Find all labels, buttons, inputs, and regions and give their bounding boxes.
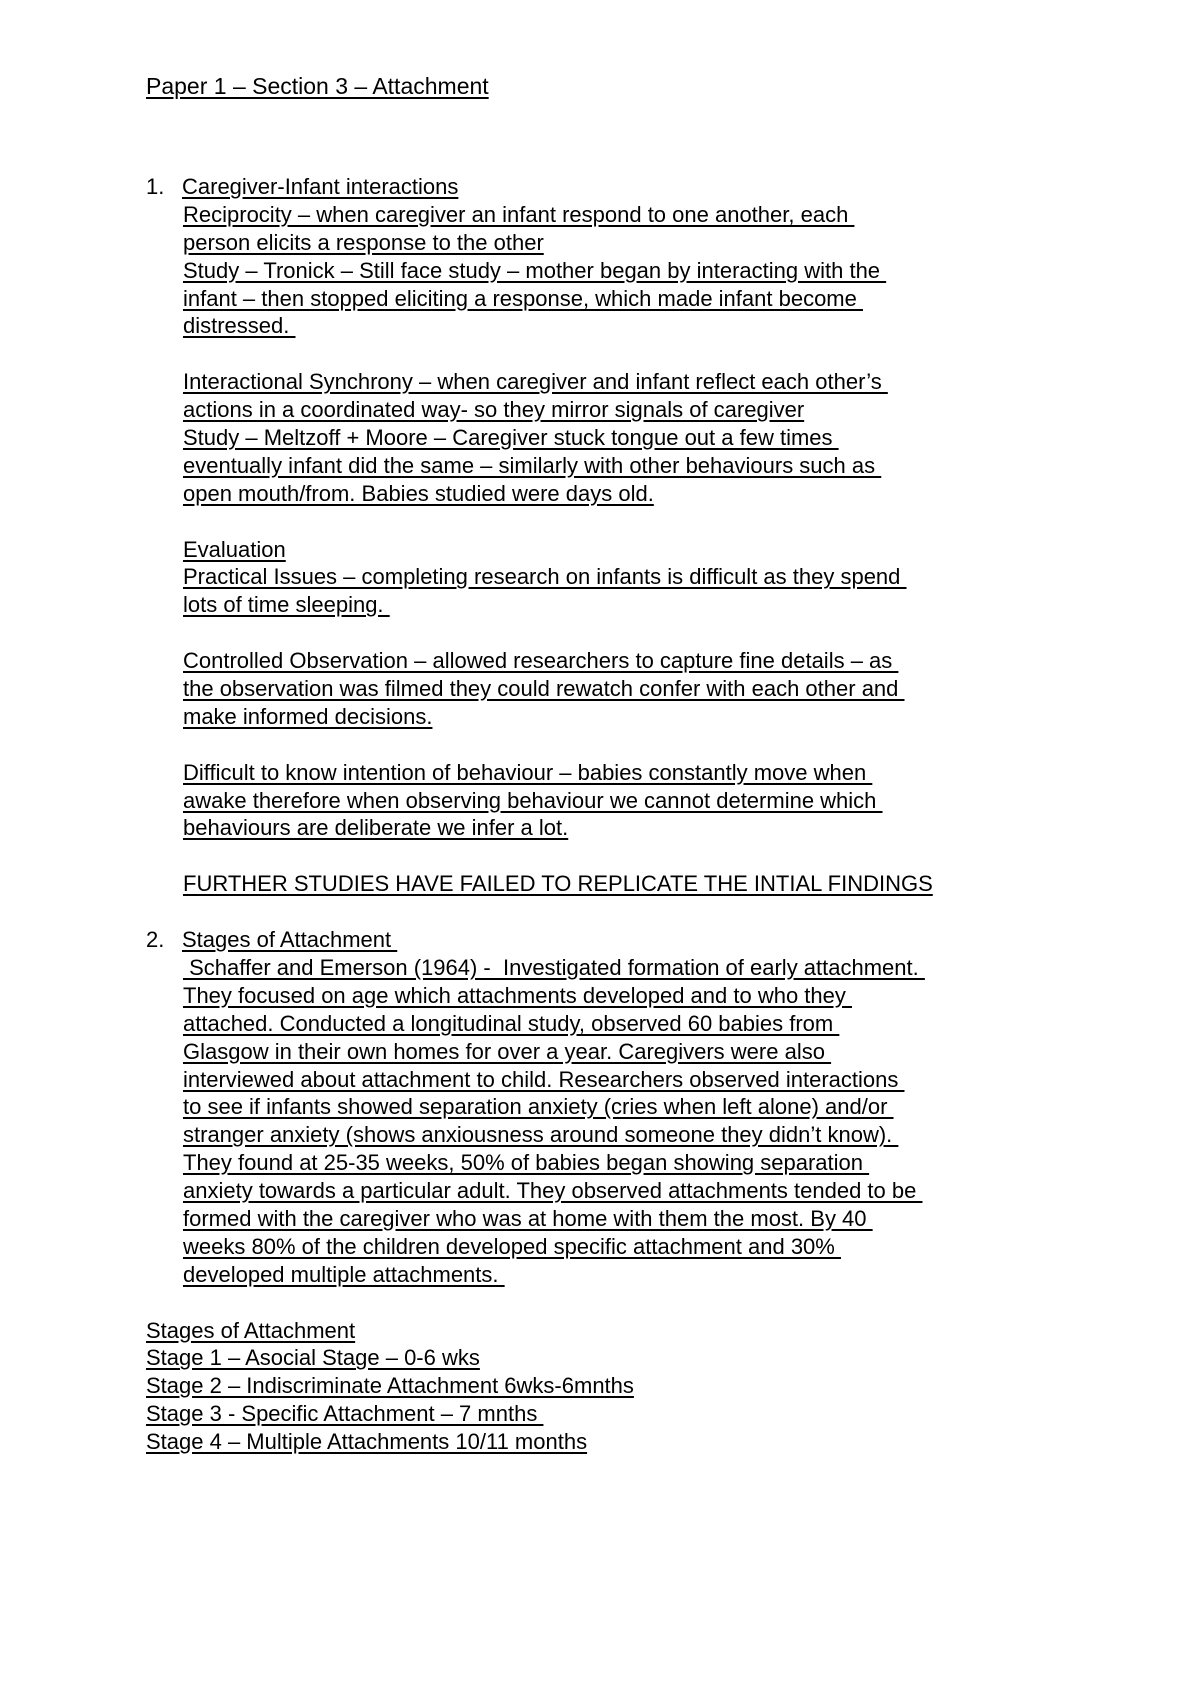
schaffer-emerson-paragraph	[183, 954, 1083, 1289]
text-line: Practical Issues – completing research on infants is difficult as they spend	[183, 564, 907, 590]
section-1-number: 1.	[146, 174, 165, 199]
text-line: Interactional Synchrony – when caregiver and infant reflect each other’s	[183, 369, 888, 395]
text-line: weeks 80% of the children developed specific attachment and 30%	[183, 1233, 841, 1259]
section-2-heading	[146, 926, 1083, 954]
text-line: attached. Conducted a longitudinal study, observed 60 babies from	[183, 1010, 840, 1036]
section-1-title: Caregiver-Infant interactions	[182, 174, 459, 199]
spacer	[183, 1289, 1083, 1317]
controlled-observation-paragraph	[183, 647, 1083, 731]
text-line: Study – Tronick – Still face study – mother began by interacting with the	[183, 257, 887, 283]
text-line: Schaffer and Emerson (1964) - Investigated formation of early attachment.	[183, 954, 925, 980]
spacer	[183, 619, 1083, 647]
behaviour-intention-paragraph	[183, 759, 1083, 843]
practical-issues-paragraph	[183, 563, 1083, 619]
stage-item: Stage 4 – Multiple Attachments 10/11 months	[146, 1429, 588, 1455]
stage-item: Stage 1 – Asocial Stage – 0-6 wks	[146, 1345, 480, 1371]
evaluation-heading: Evaluation	[183, 536, 286, 562]
section-2-number: 2.	[146, 927, 165, 953]
text-line: formed with the caregiver who was at home with them the most. By 40	[183, 1205, 873, 1231]
text-line: stranger anxiety (shows anxiousness around someone they didn’t know).	[183, 1122, 899, 1148]
text-line: person elicits a response to the other	[183, 229, 544, 255]
stages-heading: Stages of Attachment	[146, 1317, 356, 1343]
text-line: Difficult to know intention of behaviour – babies constantly move when	[183, 759, 873, 785]
text-line: open mouth/from. Babies studied were days old.	[183, 480, 654, 506]
section-1-heading	[146, 173, 1083, 201]
spacer	[183, 340, 1083, 368]
spacer	[183, 842, 1083, 870]
text-line: lots of time sleeping.	[183, 592, 390, 618]
stages-list	[146, 1317, 1083, 1456]
stage-item: Stage 3 - Specific Attachment – 7 mnths	[146, 1401, 544, 1427]
text-line: infant – then stopped eliciting a response, which made infant become	[183, 285, 863, 311]
reciprocity-paragraph	[183, 201, 1083, 340]
text-line: to see if infants showed separation anxiety (cries when left alone) and/or	[183, 1094, 894, 1120]
text-line: They focused on age which attachments developed and to who they	[183, 982, 852, 1008]
spacer	[183, 898, 1083, 926]
spacer	[183, 731, 1083, 759]
text-line: developed multiple attachments.	[183, 1261, 505, 1287]
text-line: Glasgow in their own homes for over a year. Caregivers were also	[183, 1038, 832, 1064]
text-line: Study – Meltzoff + Moore – Caregiver stuck tongue out a few times	[183, 425, 839, 451]
stage-item: Stage 2 – Indiscriminate Attachment 6wks-6mnths	[146, 1373, 634, 1399]
text-line: behaviours are deliberate we infer a lot.	[183, 815, 569, 841]
text-line: actions in a coordinated way- so they mirror signals of caregiver	[183, 397, 805, 423]
page-title: Paper 1 – Section 3 – Attachment	[146, 73, 489, 99]
spacer	[183, 508, 1083, 536]
further-studies-note: FURTHER STUDIES HAVE FAILED TO REPLICATE THE INTIAL FINDINGS	[183, 871, 933, 897]
text-line: make informed decisions.	[183, 703, 433, 729]
text-line: distressed.	[183, 313, 296, 339]
document-body	[146, 173, 1083, 1456]
text-line: the observation was filmed they could rewatch confer with each other and	[183, 676, 905, 702]
section-2-title: Stages of Attachment	[182, 927, 398, 953]
text-line: Controlled Observation – allowed researchers to capture fine details – as	[183, 648, 899, 674]
text-line: awake therefore when observing behaviour we cannot determine which	[183, 787, 883, 813]
text-line: interviewed about attachment to child. Researchers observed interactions	[183, 1066, 905, 1092]
text-line: eventually infant did the same – similarly with other behaviours such as	[183, 452, 882, 478]
text-line: anxiety towards a particular adult. They observed attachments tended to be	[183, 1178, 923, 1204]
text-line: They found at 25-35 weeks, 50% of babies began showing separation	[183, 1150, 870, 1176]
synchrony-paragraph	[183, 368, 1083, 507]
text-line: Reciprocity – when caregiver an infant respond to one another, each	[183, 201, 855, 227]
